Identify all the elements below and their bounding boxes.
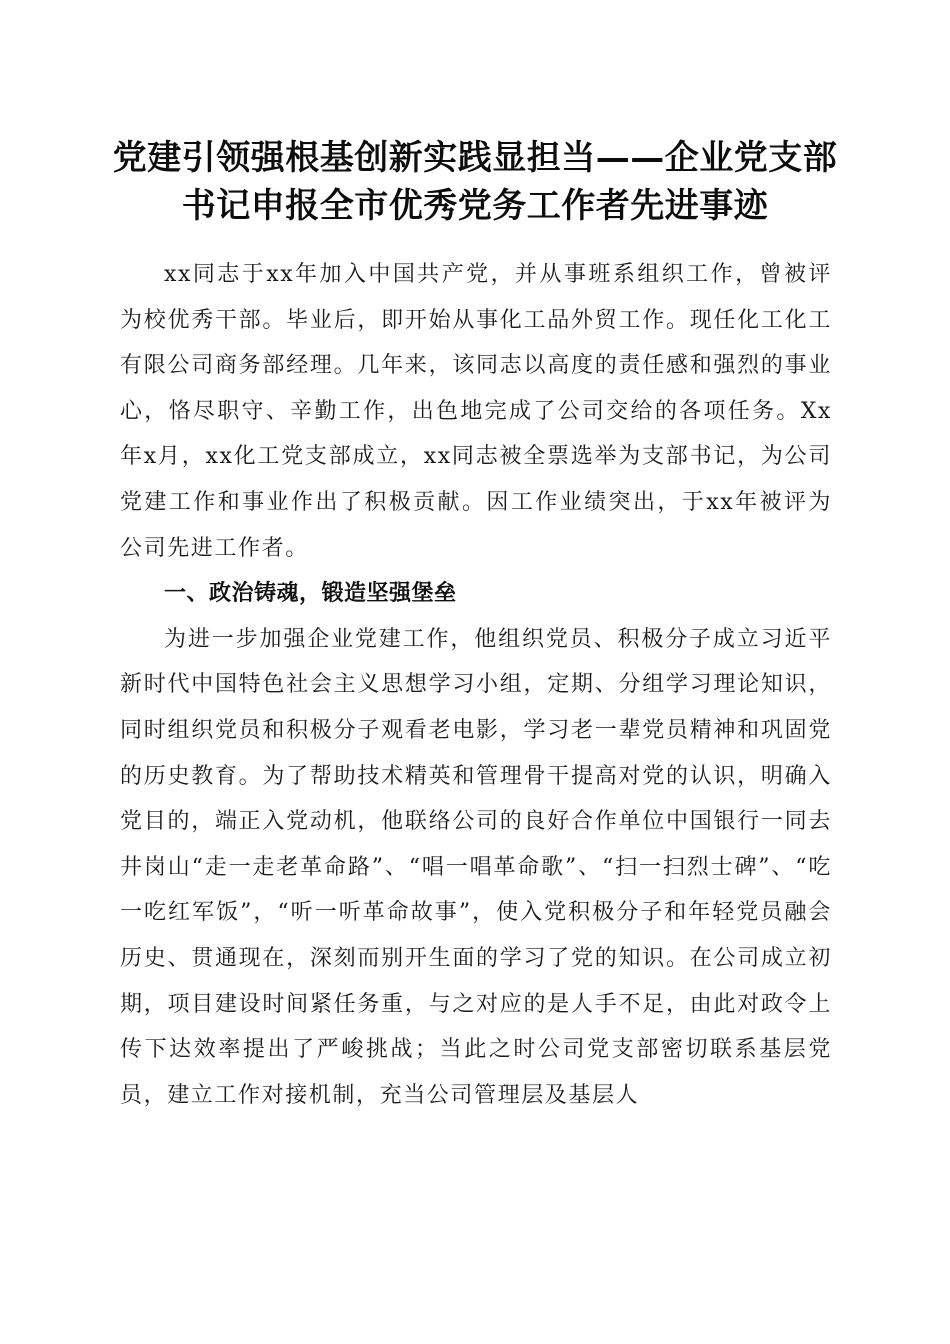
document-body — [120, 252, 832, 1118]
section-1-paragraph: 为进一步加强企业党建工作，他组织党员、积极分子成立习近平新时代中国特色社会主义思想学习小组，定期、分组学习理论知识，同时组织党员和积极分子观看老电影，学习老一辈党员精神和巩固党的历史教育。为了帮助技术精英和管理骨干提高对党的认识，明确入党目的，端正入党动机，他联络公司的良好合作单位中国银行一同去井岗山“走一走老革命路”、“唱一唱革命歌”、“扫一扫烈士碑”、“吃一吃红军饭”，“听一听革命故事”，使入党积极分子和年轻党员融会历史、贯通现在，深刻而别开生面的学习了党的知识。在公司成立初期，项目建设时间紧任务重，与之对应的是人手不足，由此对政令上传下达效率提出了严峻挑战；当此之时公司党支部密切联系基层党员，建立工作对接机制，充当公司管理层及基层人 — [120, 626, 832, 1108]
document-title: 党建引领强根基创新实践显担当——企业党支部书记申报全市优秀党务工作者先进事迹 — [112, 138, 838, 226]
section-heading-1: 一、政治铸魂，锻造坚强堡垒 — [164, 581, 457, 607]
intro-paragraph: xx同志于xx年加入中国共产党，并从事班系组织工作，曾被评为校优秀干部。毕业后，即开始从事化工品外贸工作。现任化工化工有限公司商务部经理。几年来，该同志以高度的责任感和强烈的事业心，恪尽职守、辛勤工作，出色地完成了公司交给的各项任务。Xx年x月，xx化工党支部成立，xx同志被全票选举为支部书记，为公司党建工作和事业作出了积极贡献。因工作业绩突出，于xx年被评为公司先进工作者。 — [120, 262, 832, 561]
